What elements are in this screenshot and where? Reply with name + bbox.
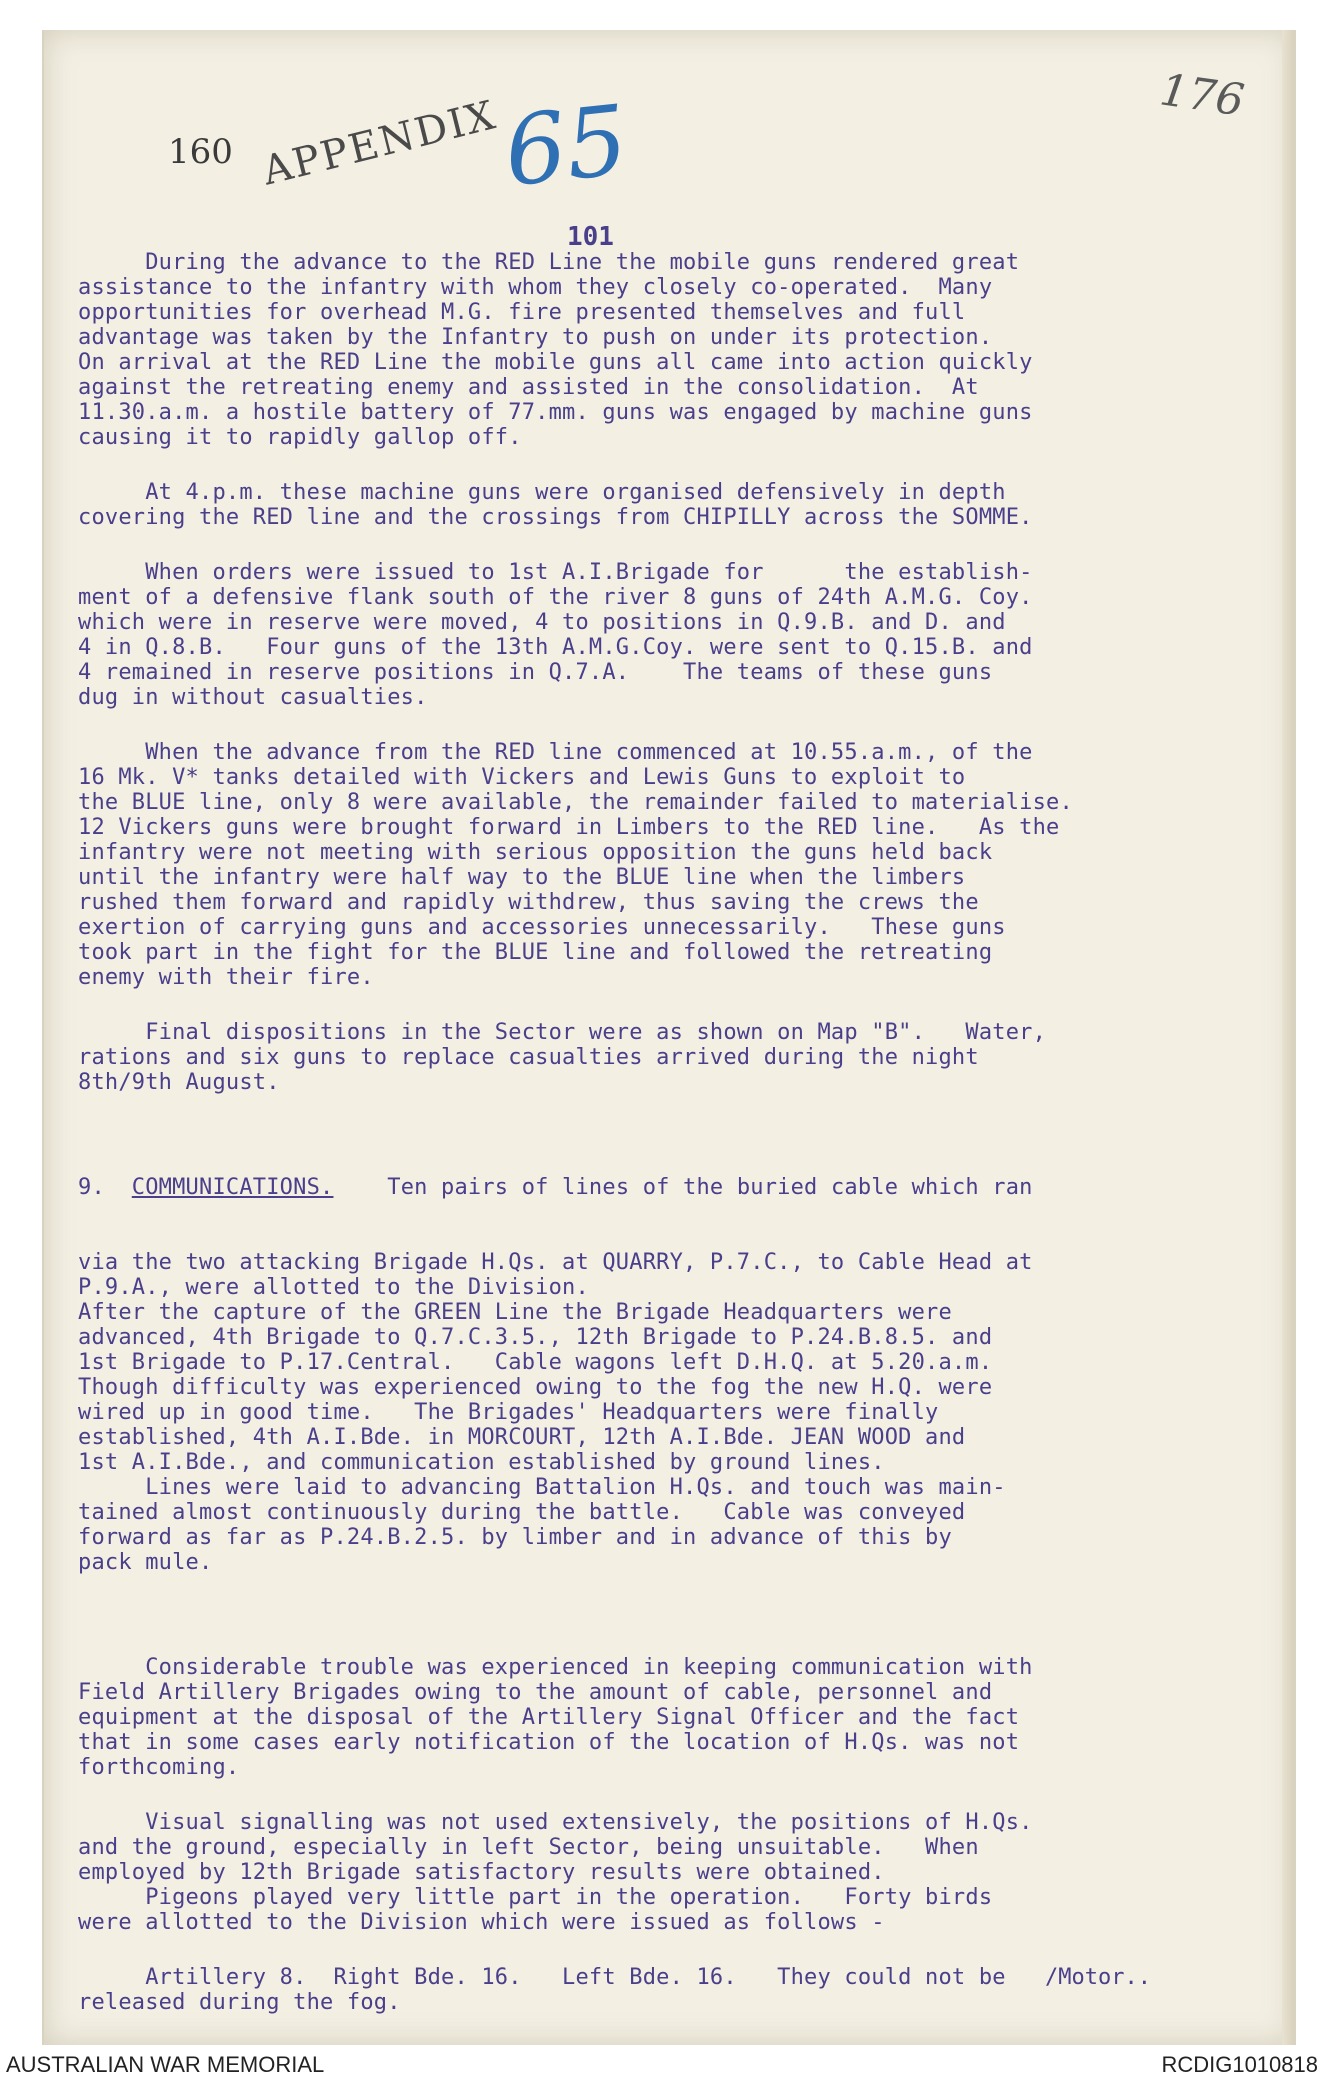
paragraph xyxy=(78,560,1228,710)
section-communications xyxy=(78,1125,1228,1625)
text-line: were allotted to the Division which were issued as follows - xyxy=(78,1910,885,1935)
text-line: via the two attacking Brigade H.Qs. at QUARRY, P.7.C., to Cable Head at xyxy=(78,1250,1033,1275)
text-line: the BLUE line, only 8 were available, the remainder failed to materialise. xyxy=(78,790,1073,815)
text-line: and the ground, especially in left Sector, being unsuitable. When xyxy=(78,1835,979,1860)
text-line: P.9.A., were allotted to the Division. xyxy=(78,1275,589,1300)
footer-id: RCDIG1010818 xyxy=(1161,2052,1318,2077)
appendix-label: APPENDIX xyxy=(258,92,502,195)
typed-page-number: 101 xyxy=(567,222,614,252)
text-line: enemy with their fire. xyxy=(78,965,374,990)
page-edge xyxy=(1282,30,1294,2045)
text-line: At 4.p.m. these machine guns were organised defensively in depth xyxy=(78,480,1006,505)
document-body xyxy=(78,250,1228,2045)
text-line: Considerable trouble was experienced in keeping communication with xyxy=(78,1655,1033,1680)
text-line: dug in without casualties. xyxy=(78,685,428,710)
section-first-line: Ten pairs of lines of the buried cable which ran xyxy=(333,1175,1033,1200)
text-line: When orders were issued to 1st A.I.Brigade for the establish- xyxy=(78,560,1033,585)
text-line: Final dispositions in the Sector were as shown on Map "B". Water, xyxy=(78,1020,1047,1045)
text-line: infantry were not meeting with serious opposition the guns held back xyxy=(78,840,993,865)
text-line: advantage was taken by the Infantry to push on under its protection. xyxy=(78,325,993,350)
text-line: released during the fog. xyxy=(78,1990,401,2015)
footer-bar xyxy=(0,2048,1328,2082)
text-line: forward as far as P.24.B.2.5. by limber and in advance of this by xyxy=(78,1525,952,1550)
paragraph xyxy=(78,1655,1228,1780)
text-line: opportunities for overhead M.G. fire presented themselves and full xyxy=(78,300,966,325)
text-line: advanced, 4th Brigade to Q.7.C.3.5., 12th Brigade to P.24.B.8.5. and xyxy=(78,1325,993,1350)
text-line: 12 Vickers guns were brought forward in Limbers to the RED line. As the xyxy=(78,815,1060,840)
text-line: tained almost continuously during the battle. Cable was conveyed xyxy=(78,1500,966,1525)
continuation-mark: /Motor.. xyxy=(1045,1965,1151,1990)
text-line: Visual signalling was not used extensively, the positions of H.Qs. xyxy=(78,1810,1033,1835)
text-line: employed by 12th Brigade satisfactory results were obtained. xyxy=(78,1860,885,1885)
text-line: forthcoming. xyxy=(78,1755,240,1780)
text-line: When the advance from the RED line commenced at 10.55.a.m., of the xyxy=(78,740,1033,765)
footer-source: AUSTRALIAN WAR MEMORIAL xyxy=(6,2052,325,2077)
text-line: 8th/9th August. xyxy=(78,1070,280,1095)
text-line: During the advance to the RED Line the mobile guns rendered great xyxy=(78,250,1020,275)
text-line: until the infantry were half way to the BLUE line when the limbers xyxy=(78,865,966,890)
text-line: assistance to the infantry with whom they closely co-operated. Many xyxy=(78,275,993,300)
text-line: Lines were laid to advancing Battalion H.Qs. and touch was main- xyxy=(78,1475,1006,1500)
text-line: Artillery 8. Right Bde. 16. Left Bde. 16. They could not be xyxy=(78,1965,1006,1990)
section-heading: COMMUNICATIONS. xyxy=(131,1175,334,1200)
text-line: pack mule. xyxy=(78,1550,213,1575)
text-line: ment of a defensive flank south of the river 8 guns of 24th A.M.G. Coy. xyxy=(78,585,1033,610)
paragraph xyxy=(78,250,1228,450)
text-line: rations and six guns to replace casualties arrived during the night xyxy=(78,1045,979,1070)
paragraph xyxy=(78,740,1228,990)
text-line: causing it to rapidly gallop off. xyxy=(78,425,522,450)
text-line: Field Artillery Brigades owing to the amount of cable, personnel and xyxy=(78,1680,993,1705)
text-line: Though difficulty was experienced owing to the fog the new H.Q. were xyxy=(78,1375,993,1400)
text-line: took part in the fight for the BLUE line and followed the retreating xyxy=(78,940,993,965)
paragraph xyxy=(78,1810,1228,1935)
text-line: Pigeons played very little part in the operation. Forty birds xyxy=(78,1885,993,1910)
text-line: established, 4th A.I.Bde. in MORCOURT, 12th A.I.Bde. JEAN WOOD and xyxy=(78,1425,966,1450)
appendix-number: 65 xyxy=(499,83,633,209)
page-number-right: 176 xyxy=(1156,64,1248,127)
section-number: 9. xyxy=(78,1175,105,1200)
text-line: 1st A.I.Bde., and communication established by ground lines. xyxy=(78,1450,885,1475)
paragraph xyxy=(78,1020,1228,1095)
text-line: covering the RED line and the crossings from CHIPILLY across the SOMME. xyxy=(78,505,1033,530)
text-line: After the capture of the GREEN Line the Brigade Headquarters were xyxy=(78,1300,952,1325)
text-line: which were in reserve were moved, 4 to positions in Q.9.B. and D. and xyxy=(78,610,1006,635)
text-line: 4 remained in reserve positions in Q.7.A. The teams of these guns xyxy=(78,660,993,685)
text-line: On arrival at the RED Line the mobile guns all came into action quickly xyxy=(78,350,1033,375)
section-heading-line xyxy=(78,1175,1228,1200)
text-line: that in some cases early notification of the location of H.Qs. was not xyxy=(78,1730,1020,1755)
text-line: exertion of carrying guns and accessories unnecessarily. These guns xyxy=(78,915,1006,940)
text-line: rushed them forward and rapidly withdrew, thus saving the crews the xyxy=(78,890,979,915)
text-line: 16 Mk. V* tanks detailed with Vickers and Lewis Guns to exploit to xyxy=(78,765,966,790)
text-line: 11.30.a.m. a hostile battery of 77.mm. guns was engaged by machine guns xyxy=(78,400,1033,425)
paragraph xyxy=(78,480,1228,530)
text-line: against the retreating enemy and assisted in the consolidation. At xyxy=(78,375,979,400)
text-line: 4 in Q.8.B. Four guns of the 13th A.M.G.Coy. were sent to Q.15.B. and xyxy=(78,635,1033,660)
page-number-left: 160 xyxy=(168,132,233,172)
text-line: wired up in good time. The Brigades' Headquarters were finally xyxy=(78,1400,939,1425)
text-line: equipment at the disposal of the Artillery Signal Officer and the fact xyxy=(78,1705,1020,1730)
text-line: 1st Brigade to P.17.Central. Cable wagons left D.H.Q. at 5.20.a.m. xyxy=(78,1350,993,1375)
